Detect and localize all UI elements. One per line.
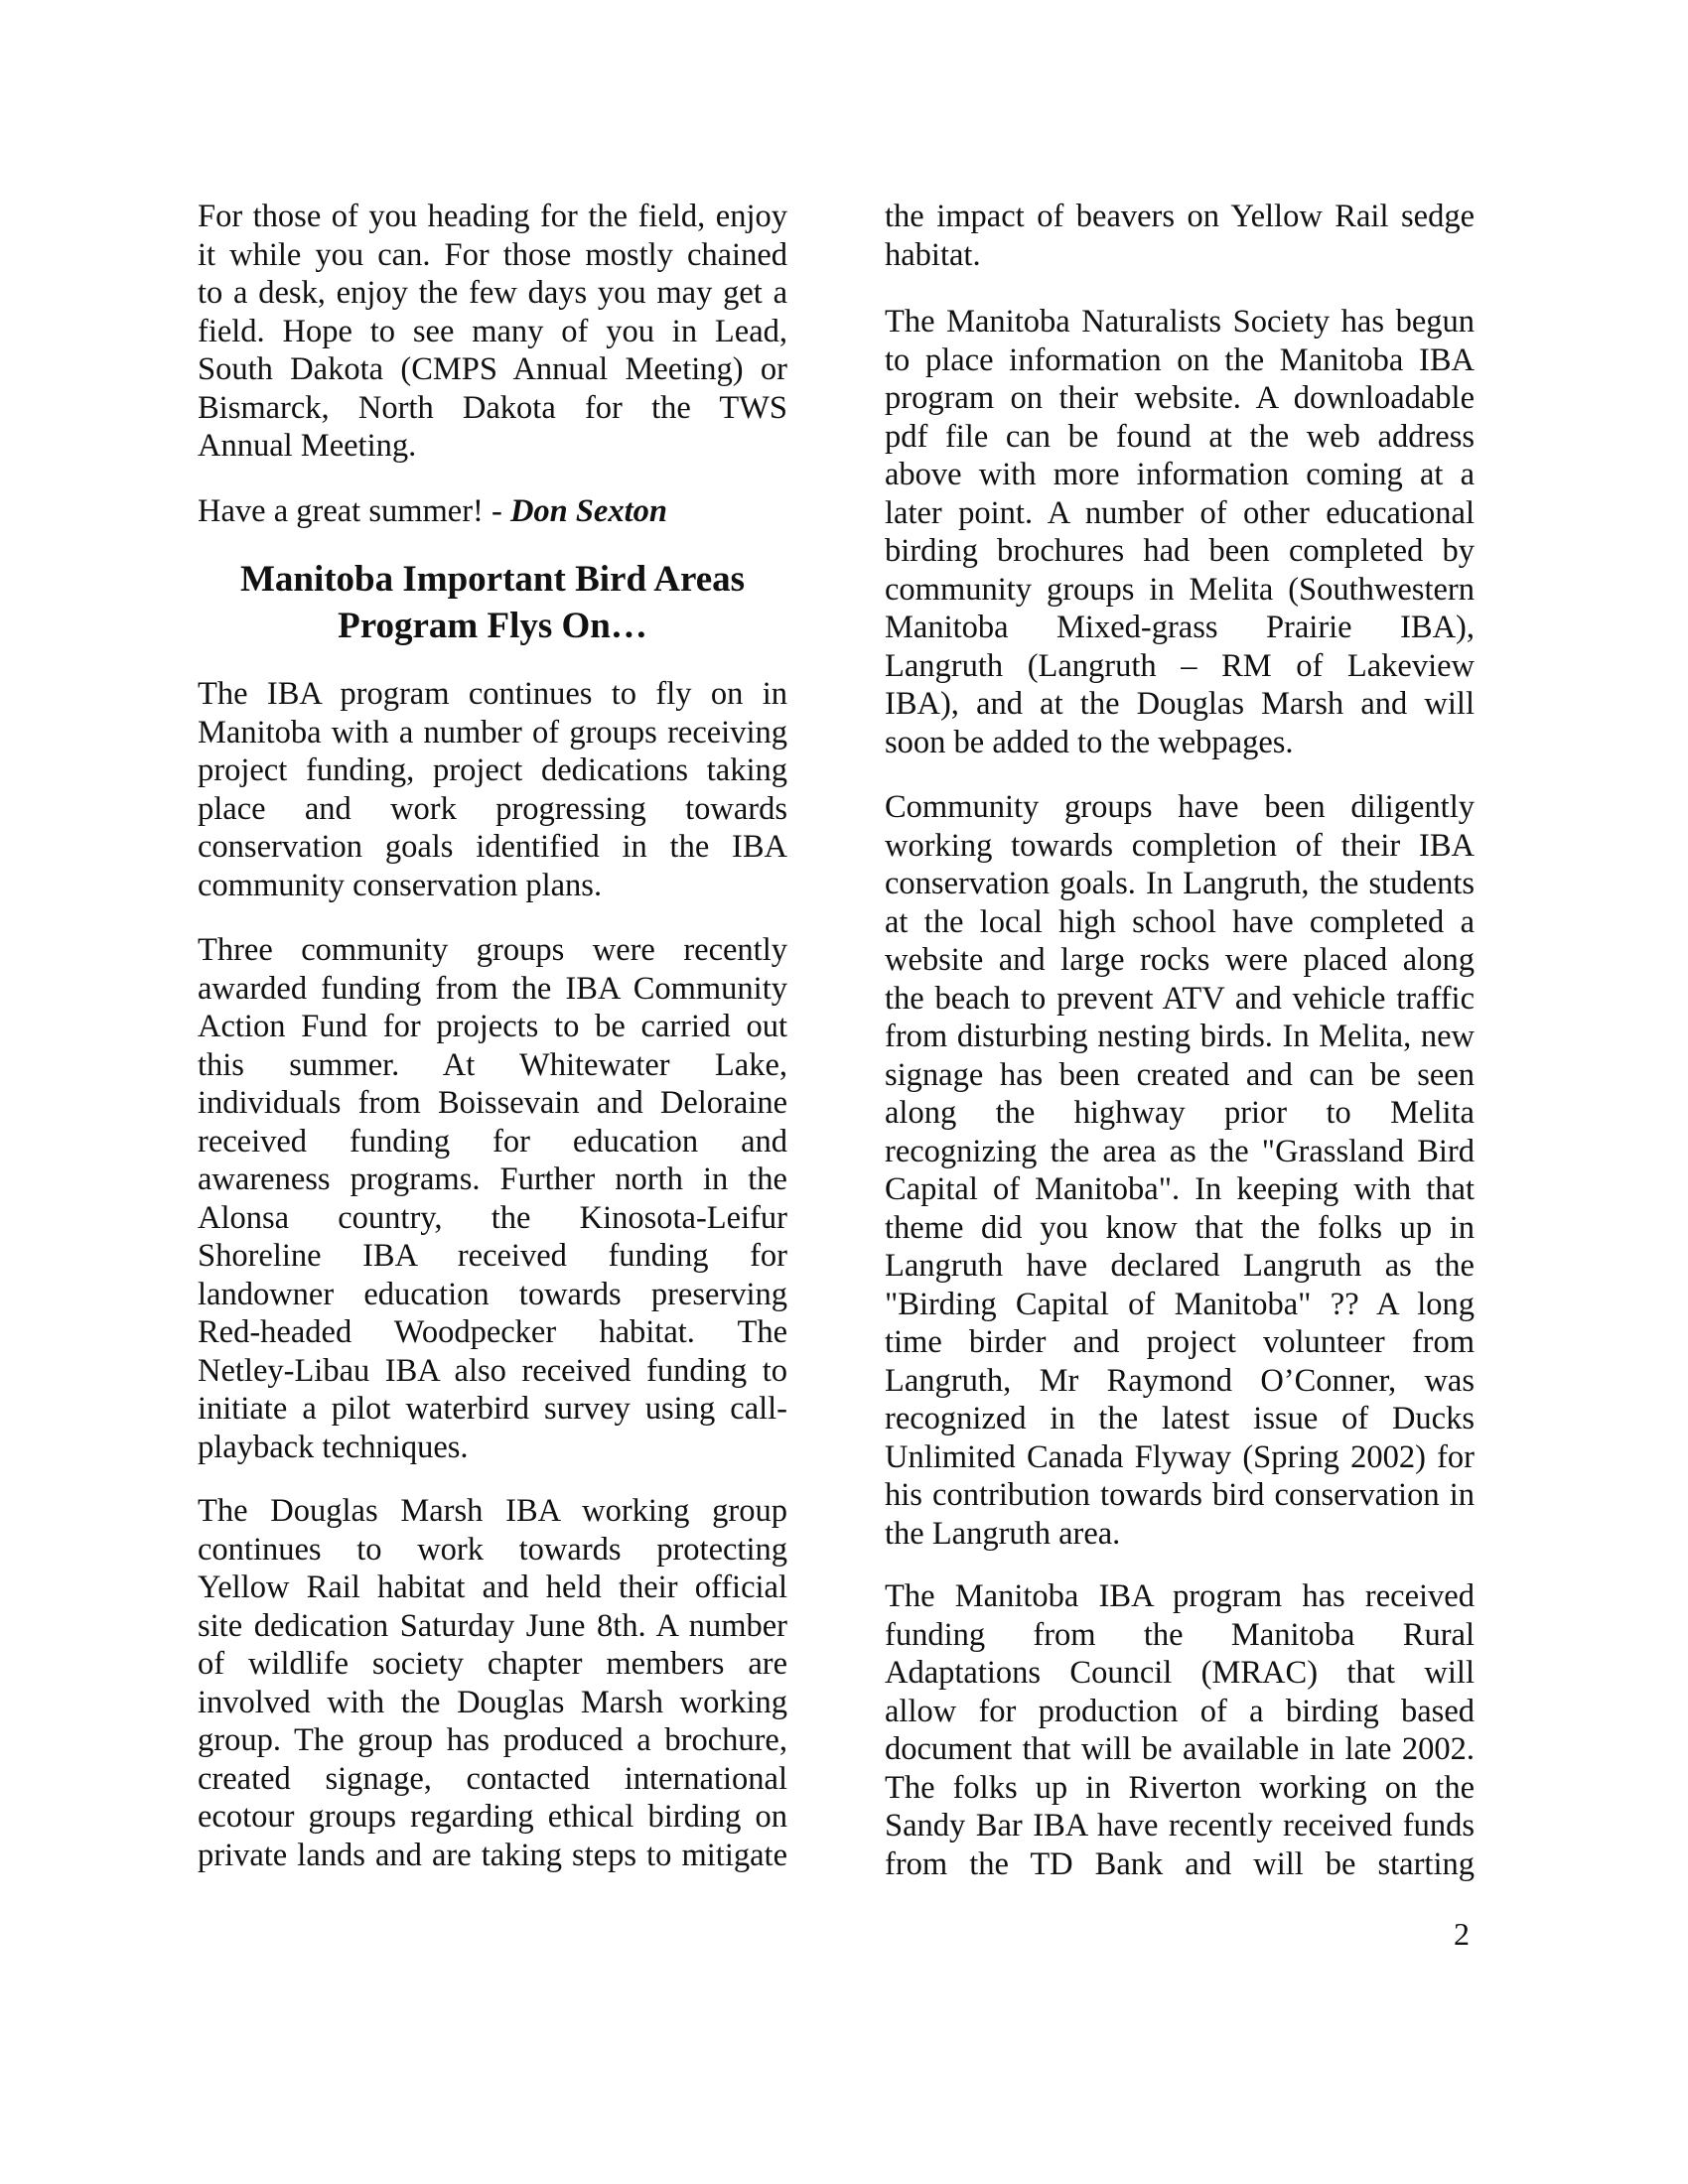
- text-line: Sandy Bar IBA have recently received funds: [885, 1808, 1475, 1843]
- text-line: later point. A number of other educational: [885, 494, 1475, 531]
- text-line: pdf file can be found at the web address: [885, 418, 1475, 455]
- text-line: initiate a pilot waterbird survey using call-: [198, 1391, 787, 1427]
- text-line: of wildlife society chapter members are: [198, 1646, 787, 1682]
- text-line: received funding for education and: [198, 1123, 787, 1160]
- text-line: document that will be available in late 2002.: [885, 1731, 1475, 1767]
- text-line: ecotour groups regarding ethical birding on: [198, 1799, 787, 1835]
- paragraph-beavers: [885, 198, 1475, 274]
- text-line: from the TD Bank and will be starting: [885, 1845, 1475, 1882]
- text-line: created signage, contacted international: [198, 1760, 787, 1797]
- text-line: site dedication Saturday June 8th. A number: [198, 1607, 787, 1644]
- heading-line-1: Manitoba Important Bird Areas: [239, 559, 746, 600]
- text-line: private lands and are taking steps to mitigate: [198, 1837, 787, 1873]
- text-line: Bismarck, North Dakota for the TWS: [198, 389, 787, 426]
- text-line: the beach to prevent ATV and vehicle traffic: [885, 980, 1475, 1017]
- text-line: continues to work towards protecting: [198, 1531, 787, 1568]
- text-line: this summer. At Whitewater Lake,: [198, 1046, 787, 1083]
- text-line: South Dakota (CMPS Annual Meeting) or: [198, 351, 787, 387]
- text-line: recognizing the area as the "Grassland Bird: [885, 1133, 1475, 1169]
- text-line: along the highway prior to Melita: [885, 1095, 1475, 1131]
- paragraph-naturalists-society: [885, 303, 1475, 761]
- text-line: Action Fund for projects to be carried out: [198, 1009, 787, 1044]
- text-line: Three community groups were recently: [198, 932, 787, 968]
- page-number: 2: [1454, 1916, 1470, 1952]
- paragraph-community-funding: [198, 931, 787, 1466]
- text-line: to a desk, enjoy the few days you may get a: [198, 275, 787, 311]
- text-line: working towards completion of their IBA: [885, 827, 1475, 864]
- text-line: time birder and project volunteer from: [885, 1324, 1475, 1360]
- text-line: individuals from Boissevain and Deloraine: [198, 1085, 787, 1121]
- paragraph-iba-intro: [198, 675, 787, 904]
- text-line: to place information on the Manitoba IBA: [885, 341, 1475, 378]
- text-line: Adaptations Council (MRAC) that will: [885, 1655, 1475, 1691]
- text-line: "Birding Capital of Manitoba" ?? A long: [885, 1286, 1475, 1322]
- text-line: awarded funding from the IBA Community: [198, 970, 787, 1007]
- text-line: the Langruth area.: [885, 1515, 1121, 1552]
- text-line: Red-headed Woodpecker habitat. The: [198, 1314, 787, 1350]
- text-line: conservation goals. In Langruth, the students: [885, 866, 1475, 901]
- text-line: The Manitoba IBA program has received: [885, 1578, 1475, 1614]
- text-line: field. Hope to see many of you in Lead,: [198, 313, 787, 349]
- text-line: project funding, project dedications taking: [198, 752, 787, 788]
- text-line: at the local high school have completed a: [885, 903, 1475, 940]
- text-line: awareness programs. Further north in the: [198, 1161, 787, 1197]
- text-line: theme did you know that the folks up in: [885, 1209, 1475, 1246]
- text-line: Netley-Libau IBA also received funding to: [198, 1352, 787, 1389]
- signoff-text: Have a great summer! -: [198, 493, 510, 529]
- paragraph-douglas-marsh: [198, 1492, 787, 1874]
- text-line: IBA), and at the Douglas Marsh and will: [885, 686, 1475, 722]
- text-line: community groups in Melita (Southwestern: [885, 571, 1475, 608]
- text-line: Langruth, Mr Raymond O’Conner, was: [885, 1362, 1475, 1399]
- article-heading: [198, 556, 787, 649]
- text-line: allow for production of a birding based: [885, 1693, 1475, 1729]
- text-line: The IBA program continues to fly on in: [198, 676, 787, 712]
- text-line: the impact of beavers on Yellow Rail sedge: [885, 199, 1475, 234]
- text-line: website and large rocks were placed along: [885, 942, 1475, 978]
- text-line: Manitoba Mixed-grass Prairie IBA),: [885, 610, 1475, 645]
- text-line: Capital of Manitoba". In keeping with that: [885, 1171, 1475, 1207]
- text-line: from disturbing nesting birds. In Melita, new: [885, 1019, 1475, 1054]
- heading-line-2: Program Flys On…: [338, 606, 647, 646]
- text-line: The Douglas Marsh IBA working group: [198, 1493, 787, 1529]
- text-line: Annual Meeting.: [198, 428, 417, 464]
- text-line: Shoreline IBA received funding for: [198, 1238, 787, 1274]
- paragraph-community-groups: [885, 788, 1475, 1553]
- signoff-line: [198, 492, 787, 531]
- text-line: his contribution towards bird conservation in: [885, 1477, 1475, 1513]
- paragraph-mrac-funding: [885, 1577, 1475, 1883]
- text-line: involved with the Douglas Marsh working: [198, 1684, 787, 1720]
- text-line: program on their website. A downloadable: [885, 380, 1475, 416]
- text-line: funding from the Manitoba Rural: [885, 1616, 1475, 1653]
- text-line: signage has been created and can be seen: [885, 1056, 1475, 1093]
- text-line: community conservation plans.: [198, 867, 603, 903]
- text-line: recognized in the latest issue of Ducks: [885, 1401, 1475, 1436]
- text-line: Langruth (Langruth – RM of Lakeview: [885, 647, 1475, 684]
- text-line: Yellow Rail habitat and held their official: [198, 1570, 787, 1605]
- signoff: [198, 492, 787, 531]
- text-line: playback techniques.: [198, 1429, 469, 1465]
- text-line: Alonsa country, the Kinosota-Leifur: [198, 1199, 787, 1236]
- text-line: Manitoba with a number of groups receiving: [198, 714, 787, 751]
- text-line: Unlimited Canada Flyway (Spring 2002) for: [885, 1438, 1475, 1475]
- paragraph-field-season: [198, 198, 787, 466]
- text-line: conservation goals identified in the IBA: [198, 829, 787, 865]
- text-line: Community groups have been diligently: [885, 789, 1475, 825]
- text-line: The Manitoba Naturalists Society has begun: [885, 304, 1475, 340]
- text-line: above with more information coming at a: [885, 457, 1475, 492]
- text-line: habitat.: [885, 236, 981, 273]
- text-line: soon be added to the webpages.: [885, 724, 1294, 760]
- text-line: group. The group has produced a brochure,: [198, 1722, 787, 1758]
- text-line: it while you can. For those mostly chained: [198, 236, 787, 273]
- text-line: place and work progressing towards: [198, 790, 787, 827]
- text-line: Langruth have declared Langruth as the: [885, 1248, 1475, 1284]
- text-line: landowner education towards preserving: [198, 1276, 787, 1312]
- text-line: birding brochures had been completed by: [885, 533, 1475, 569]
- signoff-author: Don Sexton: [509, 493, 667, 529]
- text-line: For those of you heading for the field, enjoy: [198, 199, 787, 234]
- text-line: The folks up in Riverton working on the: [885, 1769, 1475, 1806]
